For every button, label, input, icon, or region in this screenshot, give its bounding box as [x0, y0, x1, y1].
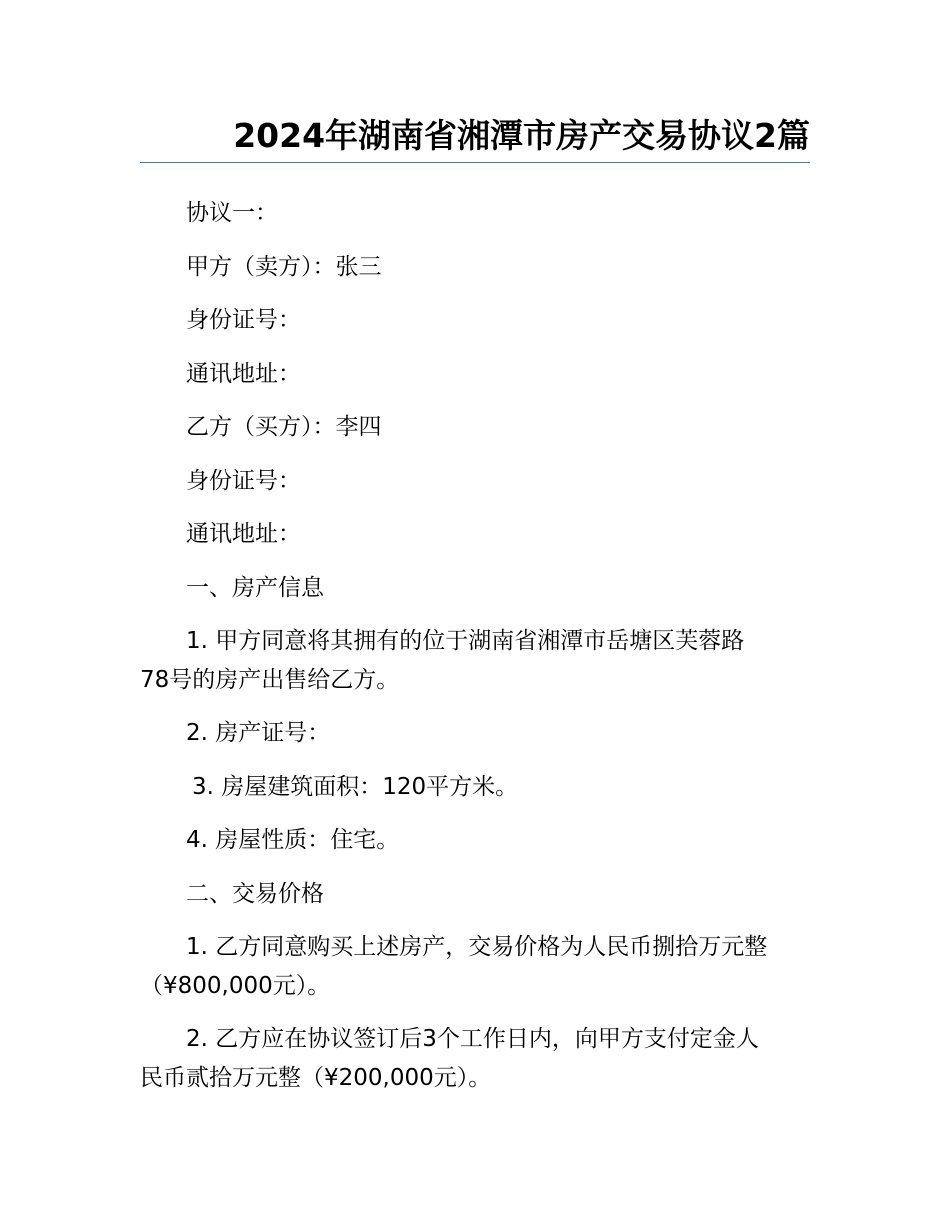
title-underline — [140, 162, 810, 163]
party-a-name: 甲方（卖方）：张三 — [186, 254, 382, 280]
clause-property-location: 1. 甲方同意将其拥有的位于湖南省湘潭市岳塘区芙蓉路 — [186, 628, 745, 654]
clause-price: 1. 乙方同意购买上述房产，交易价格为人民币捌拾万元整 — [186, 934, 768, 960]
clause-property-type: 4. 房屋性质：住宅。 — [186, 827, 400, 853]
section-heading-property-info: 一、房产信息 — [186, 575, 324, 601]
party-b-name: 乙方（买方）：李四 — [186, 414, 382, 440]
party-a-address: 通讯地址： — [186, 361, 301, 387]
section-heading-price: 二、交易价格 — [186, 881, 324, 907]
party-b-address: 通讯地址： — [186, 521, 301, 547]
document-title: 2024年湖南省湘潭市房产交易协议2篇 — [233, 116, 810, 155]
agreement-heading: 协议一： — [186, 200, 278, 226]
clause-deposit: 2. 乙方应在协议签订后3个工作日内，向甲方支付定金人 — [186, 1026, 759, 1052]
clause-certificate-number: 2. 房产证号： — [186, 720, 331, 746]
clause-property-location-cont: 78号的房产出售给乙方。 — [140, 667, 400, 693]
clause-price-cont: （¥800,000元）。 — [140, 973, 331, 999]
party-b-id-number: 身份证号： — [186, 468, 301, 494]
party-a-id-number: 身份证号： — [186, 307, 301, 333]
clause-floor-area: 3. 房屋建筑面积：120平方米。 — [192, 774, 519, 800]
clause-deposit-cont: 民币贰拾万元整（¥200,000元）。 — [140, 1065, 492, 1091]
